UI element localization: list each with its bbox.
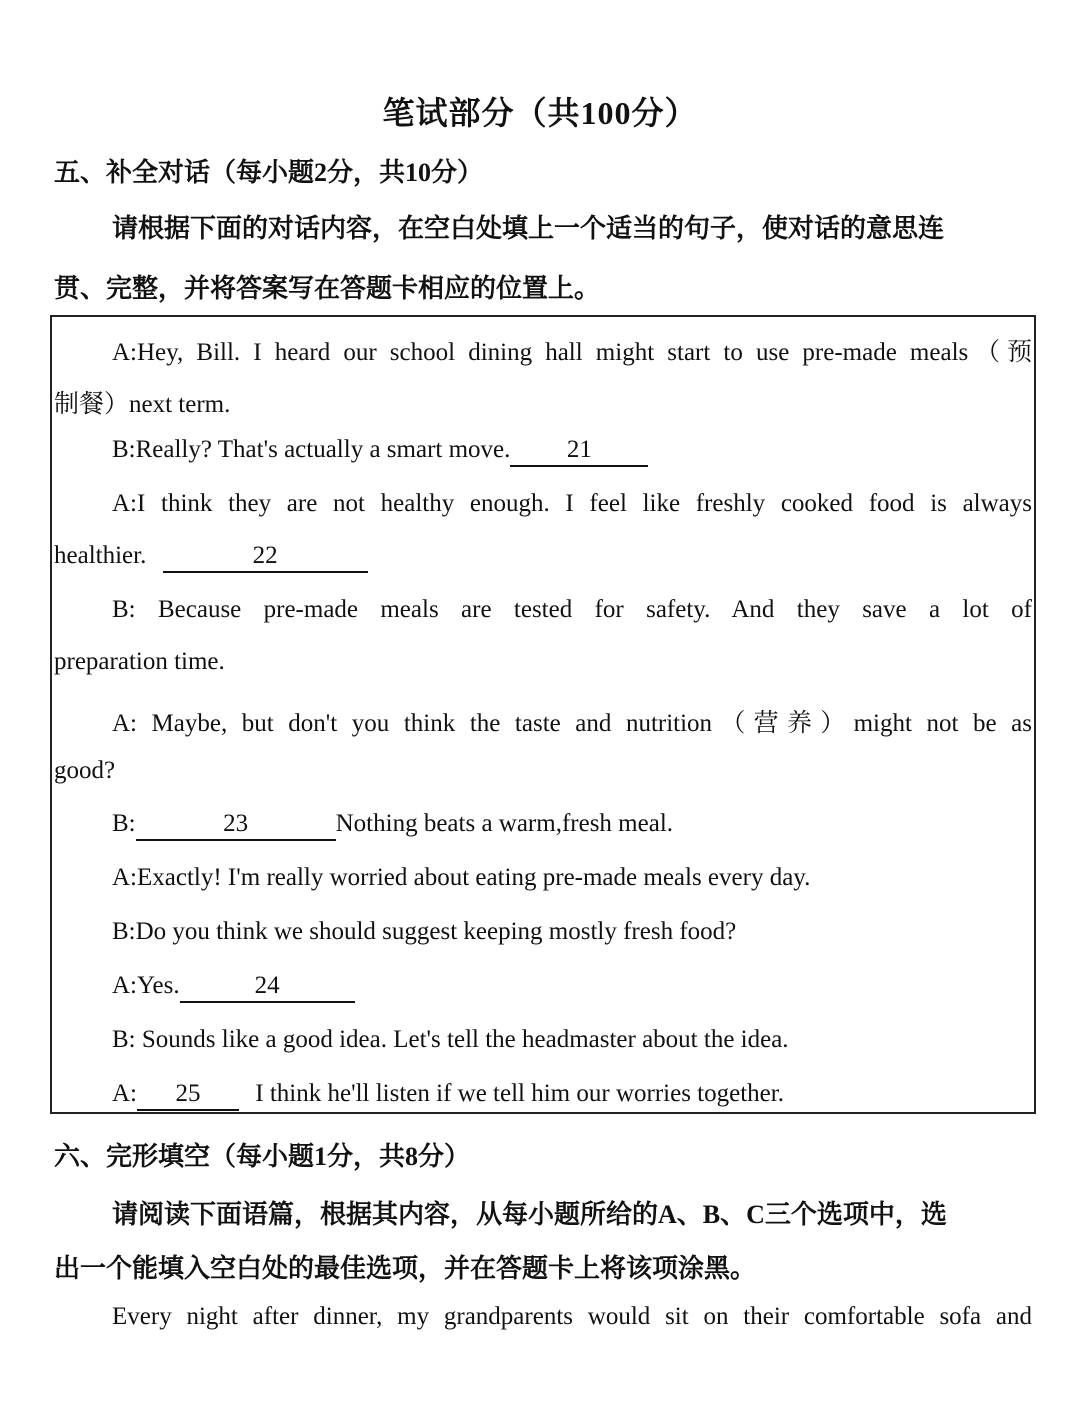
dialogue-line-5 xyxy=(54,542,368,573)
dialogue-line-4: A:I think they are not healthy enough. I feel like freshly cooked food is always xyxy=(112,490,1032,517)
section-5-instruction-line-1: 请根据下面的对话内容，在空白处填上一个适当的句子，使对话的意思连 xyxy=(112,214,945,243)
passage-line-1: Every night after dinner, my grandparents would sit on their comfortable sofa and xyxy=(112,1303,1032,1330)
dialogue-line-3 xyxy=(112,436,648,467)
dialogue-line-15 xyxy=(112,1080,784,1111)
section-6-instruction-line-1: 请阅读下面语篇，根据其内容，从每小题所给的A、B、C三个选项中，选 xyxy=(112,1200,947,1229)
section-6-heading: 六、完形填空（每小题1分，共8分） xyxy=(54,1142,471,1171)
dialogue-line-14: B: Sounds like a good idea. Let's tell the headmaster about the idea. xyxy=(112,1026,789,1053)
section-5-instruction-line-2: 贯、完整，并将答案写在答题卡相应的位置上。 xyxy=(54,274,601,303)
answer-blank-22[interactable]: 22 xyxy=(163,542,368,573)
dialogue-line-9: good? xyxy=(54,757,116,784)
dialogue-line-10 xyxy=(112,810,673,841)
answer-blank-24[interactable]: 24 xyxy=(180,972,355,1003)
answer-blank-25[interactable]: 25 xyxy=(137,1080,239,1111)
answer-blank-23[interactable]: 23 xyxy=(136,810,336,841)
dialogue-line-12: B:Do you think we should suggest keeping mostly fresh food? xyxy=(112,918,737,945)
dialogue-line-13 xyxy=(112,972,355,1003)
dialogue-line-15-speaker: A: xyxy=(112,1080,137,1107)
dialogue-line-1: A:Hey, Bill. I heard our school dining hall might start to use pre-made meals（预 xyxy=(112,339,1032,366)
page-title: 笔试部分（共100分） xyxy=(382,95,698,131)
section-6-instruction-line-2: 出一个能填入空白处的最佳选项，并在答题卡上将该项涂黑。 xyxy=(54,1254,757,1283)
dialogue-line-7: preparation time. xyxy=(54,648,225,675)
dialogue-line-5-text: healthier. xyxy=(54,542,147,569)
dialogue-line-3-text: B:Really? That's actually a smart move. xyxy=(112,436,511,463)
answer-blank-21[interactable]: 21 xyxy=(510,436,648,467)
dialogue-line-13-text: A:Yes. xyxy=(112,972,180,999)
dialogue-line-15-text: I think he'll listen if we tell him our worries together. xyxy=(255,1080,784,1107)
dialogue-line-8: A: Maybe, but don't you think the taste and nutrition（营养）might not be as xyxy=(112,710,1032,737)
dialogue-line-10-text: Nothing beats a warm,fresh meal. xyxy=(335,810,674,837)
dialogue-line-6: B: Because pre-made meals are tested for safety. And they save a lot of xyxy=(112,596,1032,623)
dialogue-line-11: A:Exactly! I'm really worried about eating pre-made meals every day. xyxy=(112,864,811,891)
dialogue-line-10-speaker: B: xyxy=(112,810,136,837)
dialogue-line-2: 制餐）next term. xyxy=(54,391,231,418)
section-5-heading: 五、补全对话（每小题2分，共10分） xyxy=(54,158,484,187)
